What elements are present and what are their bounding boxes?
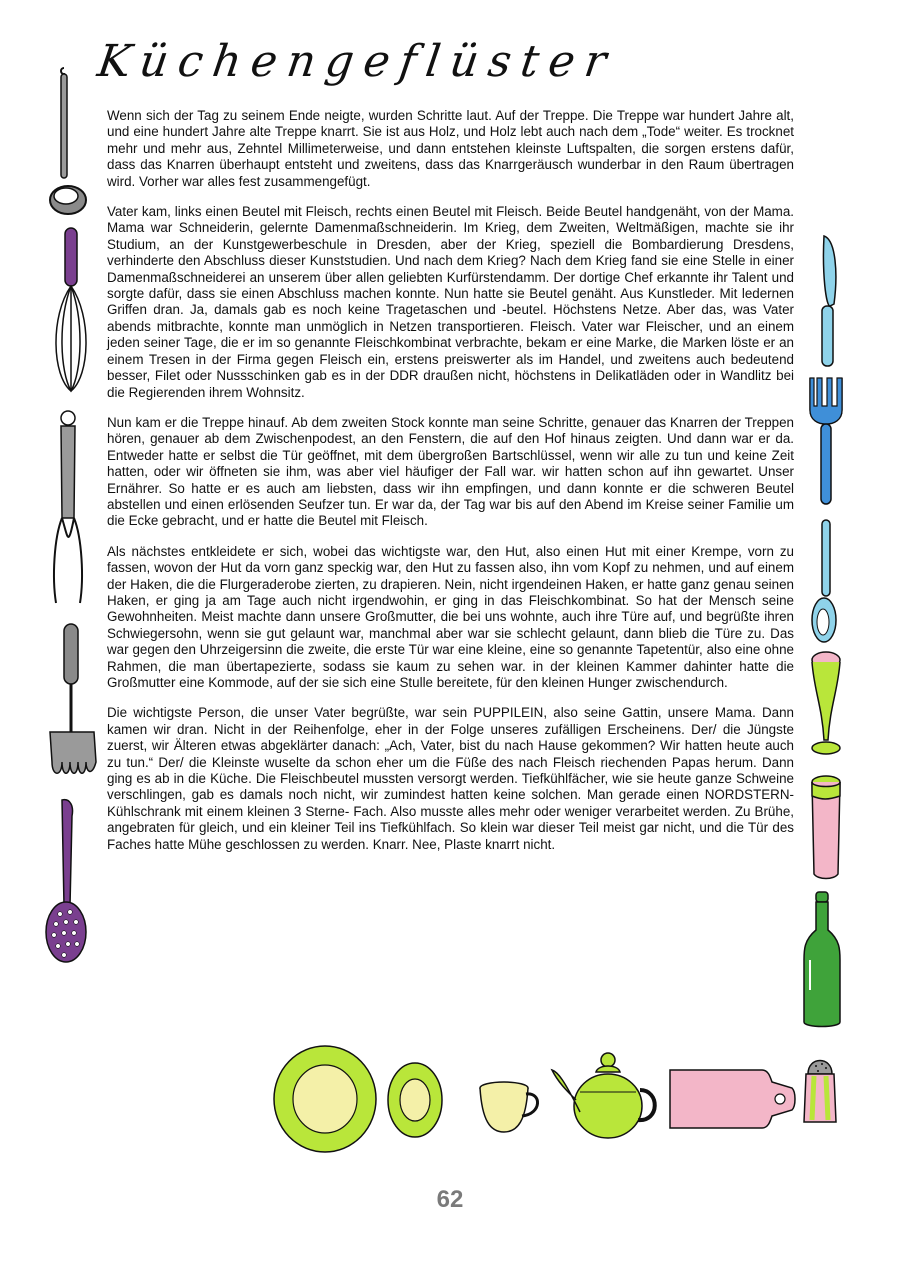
- egg-cup-icon: [808, 650, 844, 758]
- fork-icon: [806, 376, 846, 506]
- meat-fork-icon: [46, 408, 96, 608]
- whisk-icon: [50, 226, 100, 396]
- knife-icon: [808, 234, 844, 368]
- salt-shaker-icon: [800, 1052, 840, 1126]
- cup-icon: [808, 774, 844, 884]
- saucer-icon: [386, 1060, 444, 1140]
- teacup-icon: [476, 1080, 546, 1136]
- teapot-icon: [550, 1050, 662, 1142]
- ladle-icon: [38, 60, 88, 220]
- page-title: Küchengeflüster: [94, 36, 620, 87]
- paragraph: Wenn sich der Tag zu seinem Ende neigte, wurden Schritte laut. Auf der Treppe. Die Treppe war hundert Jahre alt, und eine hundert Jahre alte Treppe knarrt. Sie ist aus Holz, und Holz lebt auch nach dem „Tode“ weiter. Es trocknet mehr und mehr aus, Zehntel Millimeterweise, und dann entstehen kleinste Luftspalten, die sorgen erstens dafür, dass das Knarren überhaupt entsteht und zweitens, dass das Knarrgeräusch wunderbar in den Raum übertragen wird. Vorher war alles fest zusammengefügt.: [107, 108, 794, 189]
- article-body: [107, 108, 794, 867]
- plate-icon: [272, 1044, 378, 1154]
- paragraph: Nun kam er die Treppe hinauf. Ab dem zweiten Stock konnte man seine Schritte, genauer das Knarren der Treppen hören, genauer ab dem Zwischenpodest, an den Fenstern, die auf den Hof hinaus zeigten. Und dann war er da. Entweder hatte er selbst die Tür geöffnet, mit dem übergroßen Bartschlüssel, wenn wir alle zu tun und keine Zeit hatten, oder wir öffneten sie ihm, was aber viel häufiger der Fall war. wir hatten schon auf ihn gewartet. Unser Ernährer. So hatte er es auch am liebsten, dass wir ihn empfingen, und dann konnte er die schweren Beutel abstellen und einen erlösenden Seufzer tun. Er war da, der Tag war bis auf den Abend im Kreise seiner Familie um die Ecke gebracht, und er hatte die Beutel mit Fleisch.: [107, 414, 794, 529]
- bottle-icon: [800, 890, 844, 1030]
- paragraph: Als nächstes entkleidete er sich, wobei das wichtigste war, den Hut, also einen Hut mit einer Krempe, vorn zu fassen, wovon der Hut da vorn ganz speckig war, den Hut zu fassen also, ihn vom Kopf zu nehmen, und auf einem der Haken, die die Flurgeraderobe zierten, zu drapieren. Nein, nicht irgendeinen Haken, er hatte ganz genau seinen Haken, er ging ja am Tage auch nicht irgendwohin, er ging in das Fleischkombinat. So hat der Mensch seine Gewohnheiten. Meist machte dann unsere Großmutter, die bei uns wohnte, auch ihre Türe auf, und begrüßte ihren Schwiegersohn, wenn sie gut gelaunt war, manchmal aber war sie schlecht gelaunt, dann blieb die Türe zu. Das war gegen den Uhrzeigersinn die zweite, die erste Tür war eine kleine, eine so genannte Tapetentür, also eine ohne Rahmen, die man übertapezierte, sodass sie kaum zu sehen war. in der kleinen Kammer dahinter hatte die Großmutter eine Kommode, auf der sie sich eine Stulle bereitete, für den kleinen Hunger zwischendurch.: [107, 543, 794, 690]
- paragraph: Die wichtigste Person, die unser Vater begrüßte, war sein PUPPILEIN, also seine Gattin, unsere Mama. Dann kamen wir dran. Nicht in der Reihenfolge, eher in der Folge unseres zufälligen Erscheinens. Der/ die Jüngste zuerst, wir Älteren etwas abgeklärter danach: „Ach, Vater, bist du nach Hause gekommen? Wir hatten heute auch zu tun.“ Der/ die Kleinste wuselte da schon eher um die Füße des nach Fleisch riechenden Papas herum. Dann ging es ab in die Küche. Die Fleischbeutel mussten versorgt werden. Tiefkühlfächer, wie sie heute ganze Schweine verschlingen, gab es damals noch nicht, wir zumindest hatten keine solchen. Man gerade einen NORDSTERN- Kühlschrank mit einem kleinen 3 Sterne- Fach. Also musste alles mehr oder weniger verarbeitet werden. Zu Brühe, angebraten für gleich, und ein kleiner Teil ins Tiefkühlfach. So klein war dieser Teil meist gar nicht, und die Tür des Faches hatte Mühe geschlossen zu werden. Knarr. Nee, Plaste knarrt nicht.: [107, 705, 794, 852]
- potato-masher-icon: [44, 622, 104, 782]
- page-number: 62: [436, 1186, 464, 1213]
- skimmer-icon: [40, 796, 96, 966]
- cutting-board-icon: [666, 1066, 796, 1132]
- spoon-icon: [806, 518, 842, 644]
- paragraph: Vater kam, links einen Beutel mit Fleisch, rechts einen Beutel mit Fleisch. Beide Beutel handgenäht, von der Mama. Mama war Schneiderin, gelernte Damenmaßschneiderin. Im Krieg, dem Zweiten, Weltmäßigen, machte sie ihr Studium, an der Kunstgewerbeschule in Dresden, aber der Krieg, speziell die Bombardierung Dresdens, verhinderte den Abschluss dieser Kunststudien. Und nach dem Krieg? Nach dem Krieg fand sie eine Stelle in einer Damenmaßschneiderei an unserem über allen geliebten Kurfürstendamm. Der dortige Chef erkannte ihr Talent und sorgte dafür, dass sie einen Abschluss machen konnte. Nun hatte sie Beutel genäht. Aus Kunstleder. Mit ledernen Griffen dran. Ja, damals gab es noch keine Tragetaschen und -beutel. Höchstens Netze. Aber das, was Vater abends mitbrachte, konnte man unmöglich in Netzen transportieren. Fleisch. Vater war Fleischer, und an einem jeden seiner Tage, die er im so genannte Fleischkombinat verbrachte, bekam er eine Marke, die Marken löste er an einem Tresen in der Firma gegen Fleisch ein, erstens preiswerter als im Handel, und zweitens auch bedeutend besser, Filet oder Nussschinken gab es in der DDR draußen nicht, höchstens in Delikatläden oder in Wandlitz bei die Regierenden ihrem Wohnsitz.: [107, 204, 794, 400]
